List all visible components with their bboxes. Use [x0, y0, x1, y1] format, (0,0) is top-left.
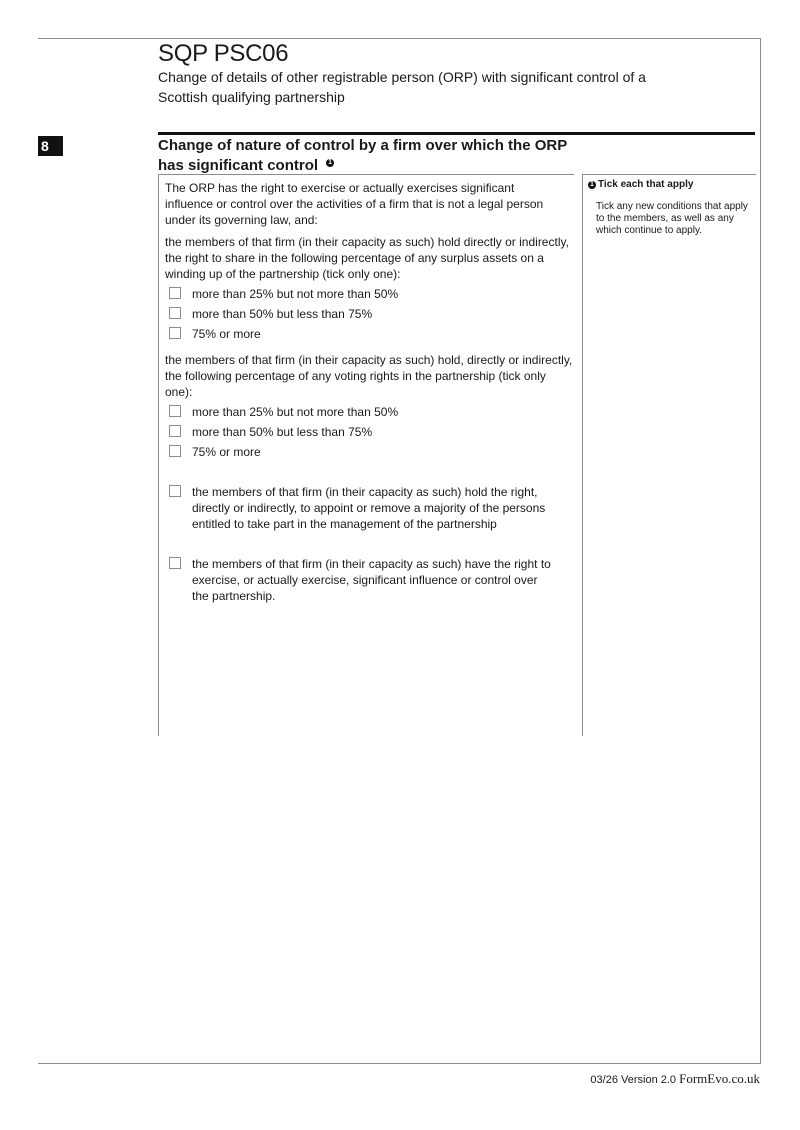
form-code: SQP PSC06 [158, 40, 289, 67]
voting-lead-text: the members of that firm (in their capacity as such) hold, directly or indirectly, the following percentage of any voting rights in the partnership (tick only one): [165, 353, 573, 399]
checkbox-label: more than 50% but less than 75% [192, 425, 373, 439]
surplus-lead-text: the members of that firm (in their capacity as such) hold directly or indirectly, the right to share in the following percentage of any surplus assets on a winding up of the partnership (tick only one): [165, 235, 569, 281]
page-border-top [38, 38, 761, 39]
guidance-box-top-border [582, 174, 756, 175]
checkbox[interactable] [169, 557, 181, 569]
checkbox-label: more than 25% but not more than 50% [192, 405, 399, 419]
guidance-panel [588, 179, 753, 237]
checkbox-label: 75% or more [192, 445, 261, 459]
info-marker-icon: 1 [326, 159, 334, 167]
page-footer [590, 1071, 760, 1087]
form-box-divider [582, 174, 583, 736]
form-box-top-border [158, 174, 574, 175]
checkbox[interactable] [169, 445, 181, 457]
surplus-option-50-75[interactable] [165, 306, 575, 322]
page-border-right [760, 38, 761, 1064]
section-number-badge: 8 [38, 136, 63, 156]
voting-option-50-75[interactable] [165, 424, 575, 440]
checkbox-label: 75% or more [192, 327, 261, 341]
checkbox[interactable] [169, 425, 181, 437]
section-divider [158, 132, 755, 135]
voting-option-25-50[interactable] [165, 404, 575, 420]
brand-text: FormEvo.co.uk [679, 1071, 760, 1086]
appoint-remove-option[interactable] [165, 484, 575, 532]
surplus-option-25-50[interactable] [165, 286, 575, 302]
checkbox[interactable] [169, 307, 181, 319]
checkbox[interactable] [169, 485, 181, 497]
guidance-body: Tick any new conditions that apply to the members, as well as any which continue to apply. [596, 201, 748, 236]
checkbox-label: the members of that firm (in their capacity as such) have the right to exercise, or actually exercise, significant influence or control over the partnership. [192, 557, 551, 603]
surplus-option-75-plus[interactable] [165, 326, 575, 342]
checkbox[interactable] [169, 287, 181, 299]
page-border-bottom [38, 1063, 761, 1064]
significant-influence-option[interactable] [165, 556, 575, 604]
voting-option-75-plus[interactable] [165, 444, 575, 460]
section-heading [158, 136, 578, 176]
form-title: Change of details of other registrable person (ORP) with significant control of a Scottish qualifying partnership [158, 69, 646, 105]
info-marker-icon: 1 [588, 181, 596, 189]
checkbox[interactable] [169, 405, 181, 417]
checkbox[interactable] [169, 327, 181, 339]
version-text: 03/26 Version 2.0 [590, 1074, 677, 1086]
checkbox-label: more than 25% but not more than 50% [192, 287, 399, 301]
section-heading-text: Change of nature of control by a firm over which the ORP has significant control [158, 137, 567, 174]
intro-text: The ORP has the right to exercise or actually exercises significant influence or control over the activities of a firm that is not a legal person under its governing law, and: [165, 181, 544, 227]
form-box-left-border [158, 174, 159, 736]
guidance-title-text: Tick each that apply [598, 179, 694, 190]
guidance-title [588, 179, 753, 191]
checkbox-label: the members of that firm (in their capacity as such) hold the right, directly or indirectly, to appoint or remove a majority of the persons entitled to take part in the management of the partnership [192, 485, 546, 531]
form-content [165, 180, 575, 604]
checkbox-label: more than 50% but less than 75% [192, 307, 373, 321]
